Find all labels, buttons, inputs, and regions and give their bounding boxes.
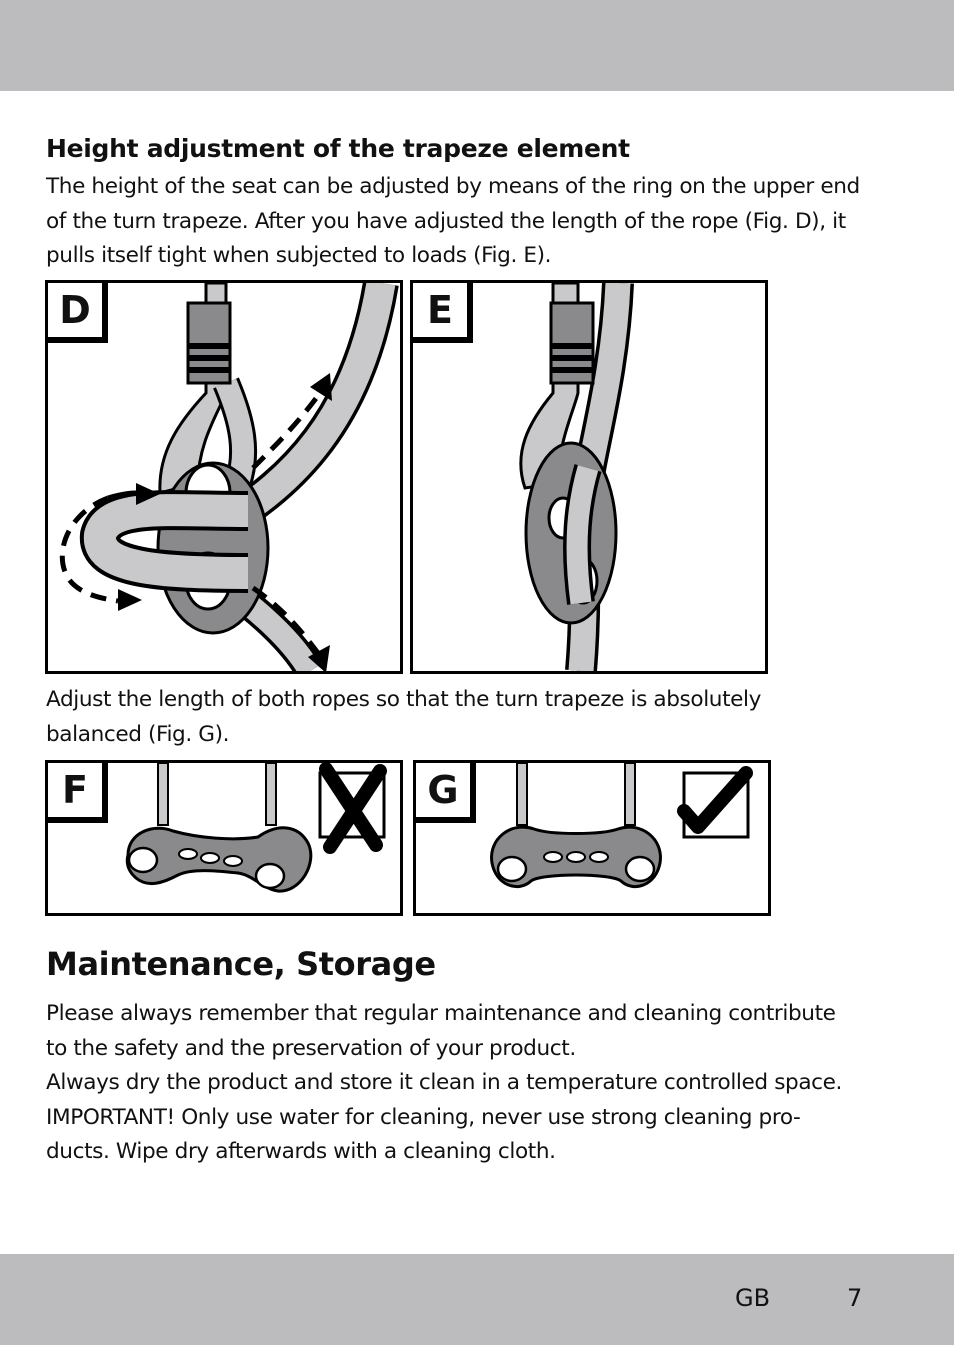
balance-paragraph (46, 683, 918, 752)
text-line: to the safety and the preservation of your product. (46, 1035, 576, 1061)
maintenance-paragraph (46, 997, 918, 1170)
section-heading-maintenance: Maintenance, Storage (46, 945, 436, 983)
x-cross-icon (320, 769, 384, 847)
page-number: 7 (847, 1284, 863, 1312)
figure-label-g: G (413, 760, 473, 820)
figure-e-illustration (413, 283, 765, 671)
text-line: balanced (Fig. G). (46, 721, 230, 747)
text-line: IMPORTANT! Only use water for cleaning, never use strong cleaning pro- (46, 1104, 801, 1130)
text-line: ducts. Wipe dry afterwards with a cleaning cloth. (46, 1139, 556, 1164)
figure-label-d: D (45, 280, 105, 340)
figure-d-illustration (48, 283, 400, 671)
height-adjustment-paragraph (46, 170, 918, 274)
text-line: The height of the seat can be adjusted by means of the ring on the upper end (46, 174, 860, 199)
section-heading-height-adjustment: Height adjustment of the trapeze element (46, 134, 630, 163)
figure-label-e: E (410, 280, 470, 340)
figure-e (410, 280, 768, 674)
text-line: Always dry the product and store it clean in a temperature controlled space. (46, 1070, 843, 1095)
text-line: of the turn trapeze. After you have adjusted the length of the rope (Fig. D), it (46, 208, 846, 234)
figure-g (413, 760, 771, 916)
text-line: pulls itself tight when subjected to loads (Fig. E). (46, 243, 552, 268)
footer-band (0, 1254, 954, 1345)
text-line: Please always remember that regular maintenance and cleaning contribute (46, 1001, 836, 1026)
figure-d (45, 280, 403, 674)
figure-label-f: F (45, 760, 105, 820)
header-band (0, 0, 954, 91)
figure-f (45, 760, 403, 916)
checkmark-icon (684, 773, 748, 837)
footer-language: GB (735, 1284, 771, 1312)
text-line: Adjust the length of both ropes so that the turn trapeze is absolutely (46, 687, 762, 712)
